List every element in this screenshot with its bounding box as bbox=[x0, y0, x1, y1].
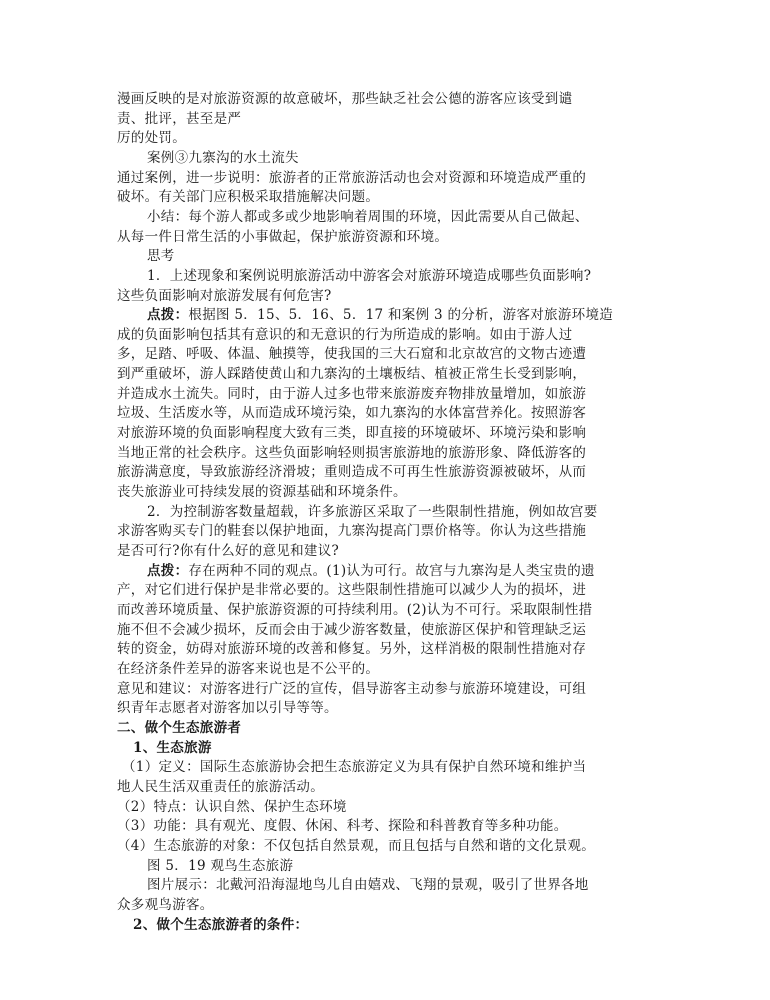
text-line: 而改善环境质量、保护旅游资源的可持续利用。(2)认为不可行。采取限制性措 bbox=[117, 602, 593, 618]
question-1: 1．上述现象和案例说明旅游活动中游客会对旅游环境造成哪些负面影响? bbox=[147, 268, 592, 284]
picture-display-line: 图片展示：北戴河沿海湿地鸟儿自由嬉戏、飞翔的景观，吸引了世界各地 bbox=[147, 877, 589, 893]
figure-caption: 图 5．19 观鸟生态旅游 bbox=[147, 858, 294, 874]
hint-paragraph-1-first-line bbox=[147, 305, 613, 325]
text-line: 在经济条件差异的游客来说也是不公平的。 bbox=[117, 661, 380, 677]
text-line: 地人民生活双重责任的旅游活动。 bbox=[117, 779, 324, 795]
functions-line: （3）功能：具有观光、度假、休闲、科考、探险和科普教育等多种功能。 bbox=[117, 818, 568, 834]
objects-line: （4）生态旅游的对象：不仅包括自然景观，而且包括与自然和谐的文化景观。 bbox=[117, 838, 596, 854]
text-line: 众多观鸟游客。 bbox=[117, 897, 214, 913]
text-line: 织青年志愿者对游客加以引导等等。 bbox=[117, 700, 338, 716]
subsection-heading: 2、做个生态旅游者的条件： bbox=[133, 917, 309, 933]
hint-text: 存在两种不同的观点。(1)认为可行。故宫与九寨沟是人类宝贵的遗 bbox=[188, 563, 595, 579]
text-line: 产，对它们进行保护是非常必要的。这些限制性措施可以减少人为的损坏，进 bbox=[117, 582, 587, 598]
hint-label: 点拨： bbox=[147, 563, 189, 579]
text-line: 是否可行?你有什么好的意见和建议? bbox=[117, 543, 340, 559]
text-line: 意见和建议：对游客进行广泛的宣传，倡导游客主动参与旅游环境建设，可组 bbox=[117, 681, 587, 697]
text-line: 破坏。有关部门应积极采取措施解决问题。 bbox=[117, 189, 380, 205]
text-line: 这些负面影响对旅游发展有何危害? bbox=[117, 288, 332, 304]
text-line: 垃圾、生活废水等，从而造成环境污染，如九寨沟的水体富营养化。按照游客 bbox=[117, 405, 587, 421]
text-line: 责、批评，甚至是严 bbox=[117, 111, 242, 127]
text-line: 施不但不会减少损坏，反而会由于减少游客数量，使旅游区保护和管理缺乏运 bbox=[117, 622, 587, 638]
case-title: 案例③九寨沟的水土流失 bbox=[147, 150, 299, 166]
question-2: 2．为控制游客数量超载，许多旅游区采取了一些限制性措施，例如故宫要 bbox=[147, 504, 598, 520]
features-line: （2）特点：认识自然、保护生态环境 bbox=[117, 799, 347, 815]
subsection-heading: 1、生态旅游 bbox=[133, 740, 212, 756]
text-line: 成的负面影响包括其有意识的和无意识的行为所造成的影响。如由于游人过 bbox=[117, 327, 573, 343]
section-heading: 二、做个生态旅游者 bbox=[117, 720, 242, 736]
text-line: 并造成水土流失。同时，由于游人过多也带来旅游废弃物排放量增加，如旅游 bbox=[117, 386, 587, 402]
definition-line: （1）定义：国际生态旅游协会把生态旅游定义为具有保护自然环境和维护当 bbox=[122, 759, 587, 775]
text-line: 从每一件日常生活的小事做起，保护旅游资源和环境。 bbox=[117, 229, 449, 245]
text-line: 到严重破坏，游人踩踏使黄山和九寨沟的土壤板结、植被正常生长受到影响， bbox=[117, 366, 587, 382]
text-line: 转的资金，妨碍对旅游环境的改善和修复。另外，这样消极的限制性措施对存 bbox=[117, 641, 587, 657]
summary-line: 小结：每个游人都或多或少地影响着周围的环境，因此需要从自己做起、 bbox=[147, 209, 589, 225]
hint-label: 点拨： bbox=[147, 307, 189, 323]
text-line: 漫画反映的是对旅游资源的故意破坏，那些缺乏社会公德的游客应该受到谴 bbox=[117, 91, 573, 107]
text-line: 厉的处罚。 bbox=[117, 130, 186, 146]
think-heading: 思考 bbox=[147, 248, 175, 264]
hint-text: 根据图 5．15、5．16、5．17 和案例 3 的分析，游客对旅游环境造 bbox=[188, 307, 614, 323]
text-line: 求游客购买专门的鞋套以保护地面，九寨沟提高门票价格等。你认为这些措施 bbox=[117, 523, 587, 539]
hint-paragraph-2-first-line bbox=[147, 561, 595, 581]
text-line: 当地正常的社会秩序。这些负面影响轻则损害旅游地的旅游形象、降低游客的 bbox=[117, 445, 587, 461]
text-line: 旅游满意度，导致旅游经济滑坡；重则造成不可再生性旅游资源被破坏，从而 bbox=[117, 464, 587, 480]
text-line: 多，足踏、呼吸、体温、触摸等，使我国的三大石窟和北京故宫的文物古迹遭 bbox=[117, 346, 587, 362]
text-line: 丧失旅游业可持续发展的资源基础和环境条件。 bbox=[117, 484, 407, 500]
text-line: 通过案例，进一步说明：旅游者的正常旅游活动也会对资源和环境造成严重的 bbox=[117, 170, 587, 186]
text-line: 对旅游环境的负面影响程度大致有三类，即直接的环境破坏、环境污染和影响 bbox=[117, 425, 587, 441]
